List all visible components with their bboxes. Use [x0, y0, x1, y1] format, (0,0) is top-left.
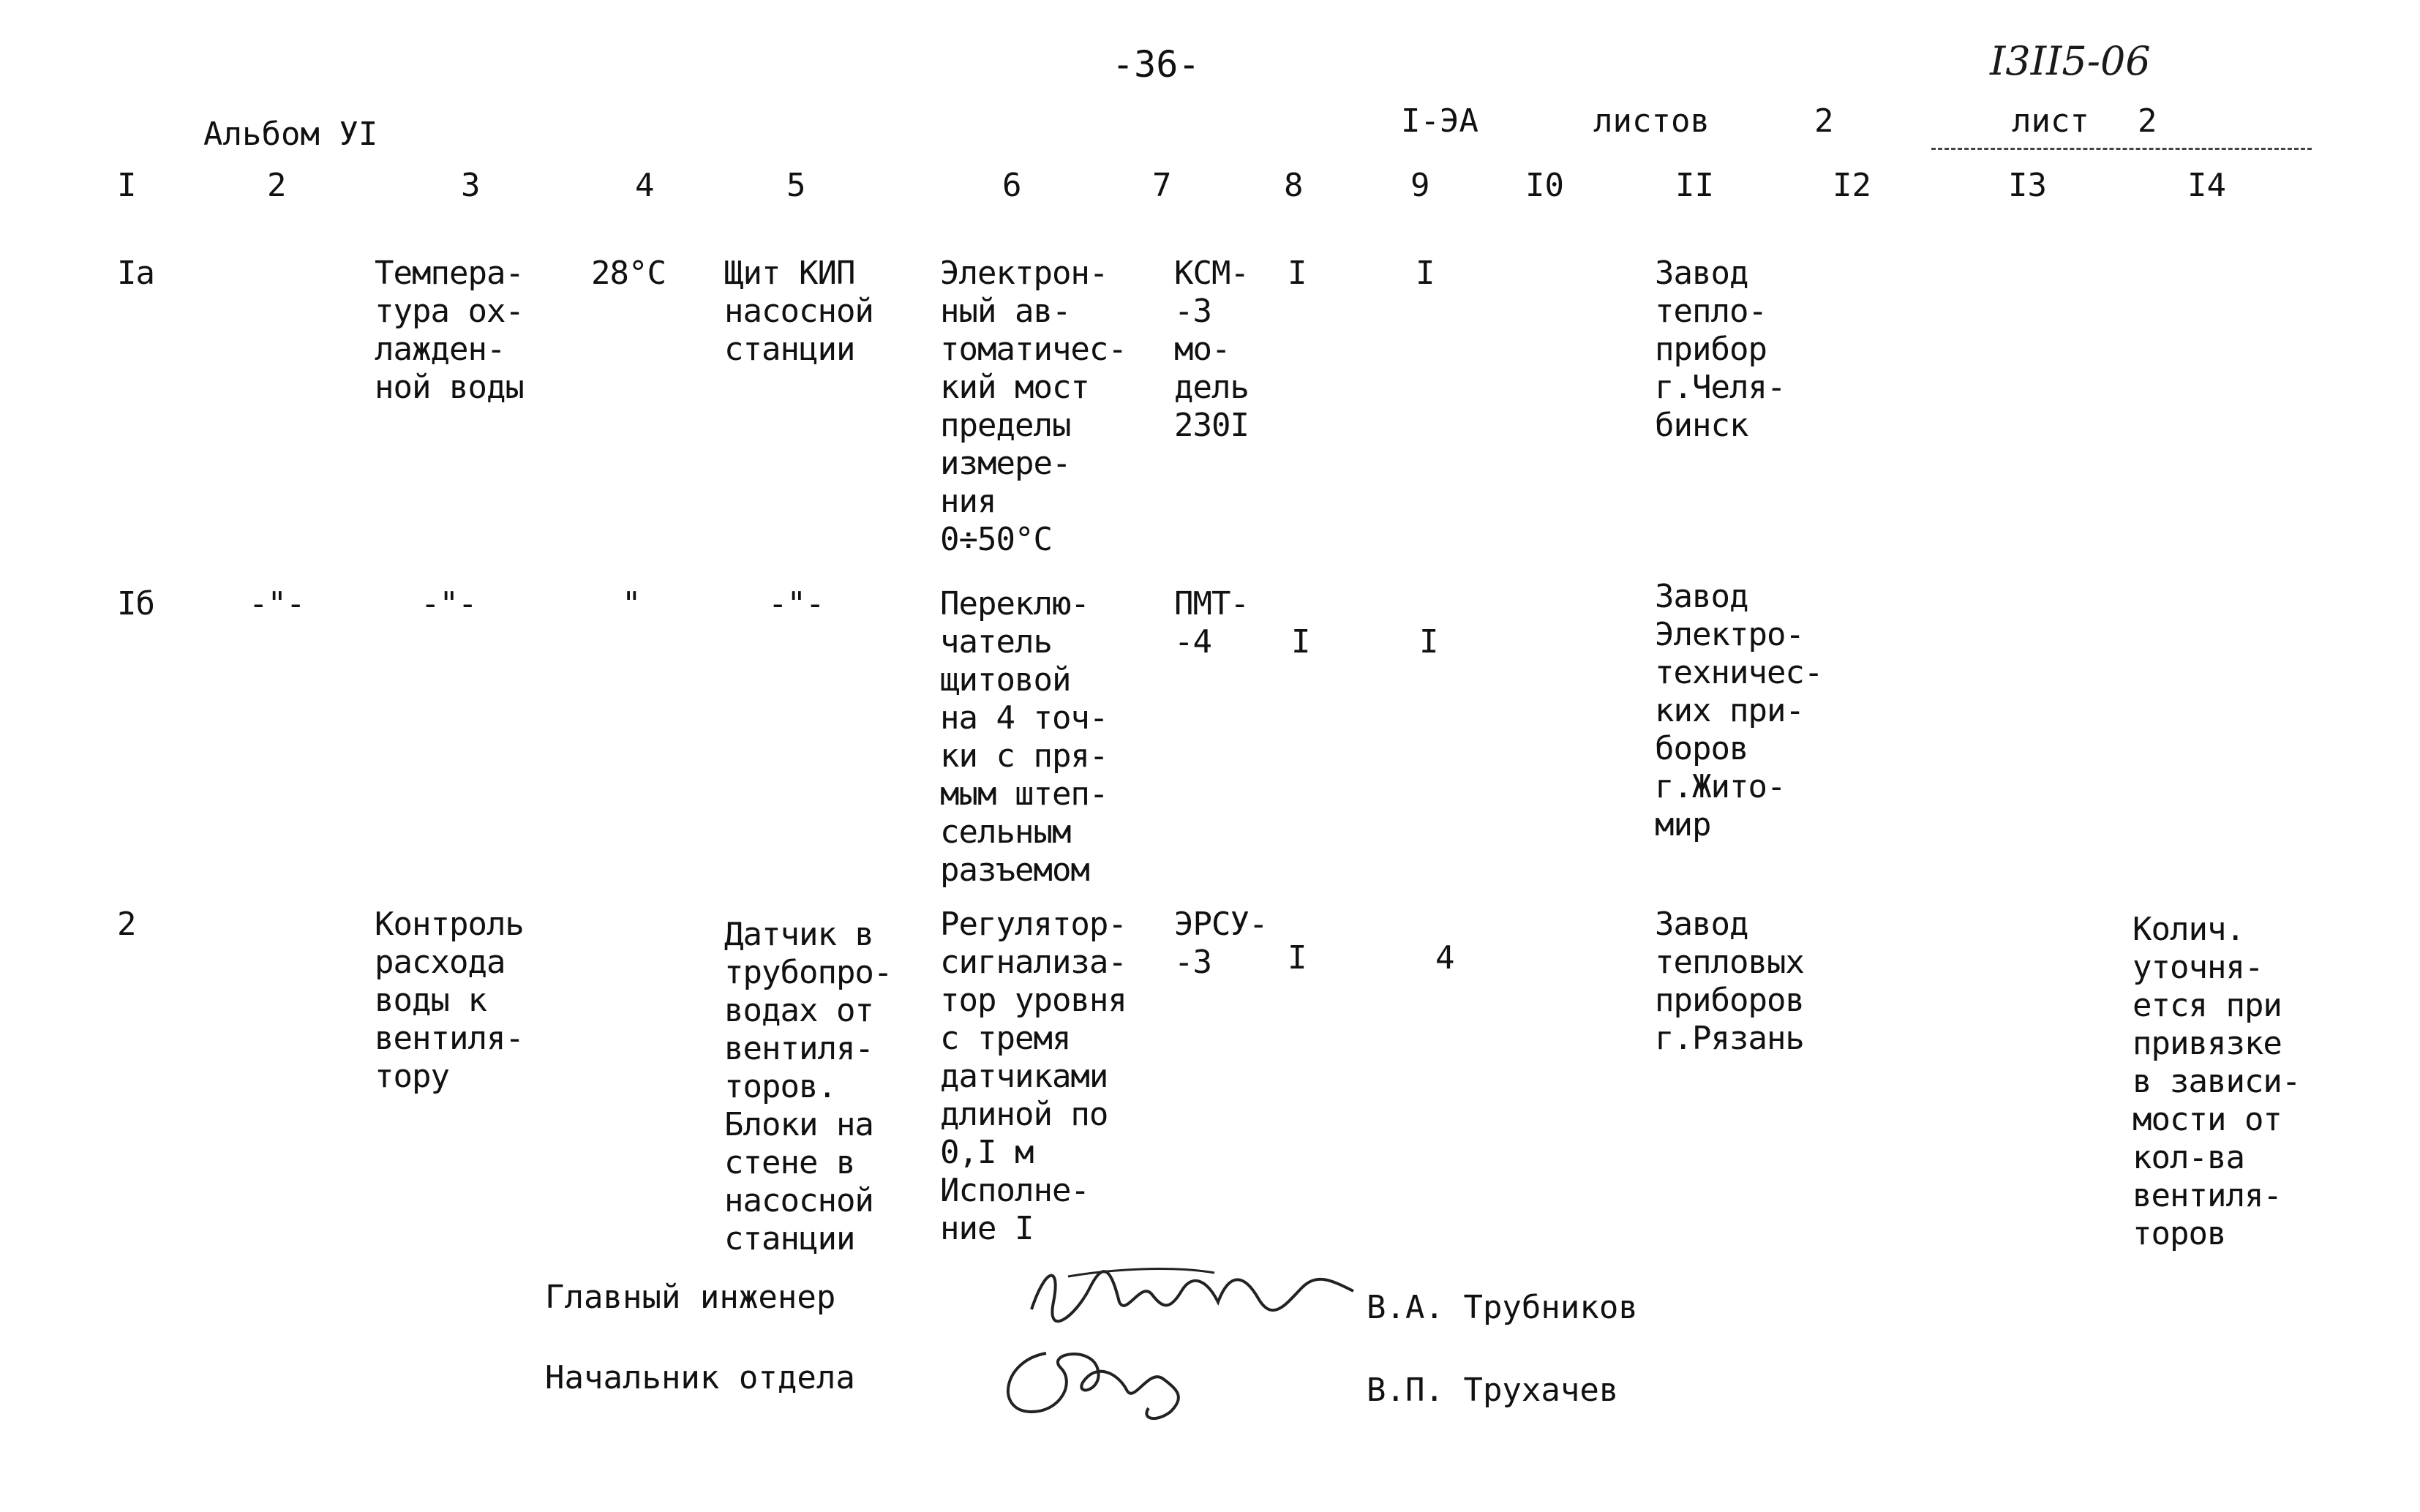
document-code: I-ЭА	[1401, 102, 1478, 140]
handwritten-signature-1	[1024, 1258, 1368, 1324]
manufacturer-cell: Завод тепло- прибор г.Челя- бинск	[1655, 255, 1786, 444]
signature-title: Главный инженер	[545, 1279, 836, 1316]
handwritten-signature-2	[995, 1339, 1214, 1426]
column-header-14: I4	[2187, 167, 2226, 204]
qty-total-cell: I	[1416, 255, 1435, 292]
qty-cell: I	[1288, 255, 1307, 292]
column-header-10: I0	[1525, 167, 1564, 204]
row-id: Iа	[117, 255, 154, 292]
sheets-label: листов	[1593, 102, 1710, 140]
qty-total-cell: 4	[1435, 939, 1454, 977]
sheets-value: 2	[1814, 102, 1834, 140]
album-label: Альбом УI	[203, 116, 378, 153]
manufacturer-cell: Завод тепловых приборов г.Рязань	[1655, 906, 1804, 1057]
manufacturer-cell: Завод Электро- техничес- ких при- боров г.Жито- мир	[1655, 578, 1823, 843]
device-cell: Регулятор- сигнализа- тор уровня с тремя датчиками длиной по 0,I м Исполне- ние I	[940, 906, 1127, 1247]
column-header-6: 6	[1002, 167, 1022, 204]
qty-cell: I	[1288, 939, 1307, 977]
signature-title: Начальник отдела	[545, 1359, 855, 1396]
row-id: Iб	[117, 585, 154, 623]
qty-cell: I	[1291, 623, 1310, 661]
sheet-underline	[1931, 148, 2312, 150]
device-cell: Переклю- чатель щитовой на 4 точ- ки с пря- мым штеп- сельным разъемом	[940, 585, 1108, 889]
column-header-4: 4	[635, 167, 655, 204]
column-header-5: 5	[786, 167, 806, 204]
location-cell: Щит КИП насосной станции	[724, 255, 873, 368]
ditto-cell: "	[622, 585, 641, 623]
column-header-12: I2	[1833, 167, 1871, 204]
column-header-1: I	[117, 167, 137, 204]
ditto-cell: -"-	[768, 585, 824, 623]
column-header-2: 2	[267, 167, 287, 204]
column-header-11: II	[1675, 167, 1714, 204]
column-header-8: 8	[1284, 167, 1304, 204]
page-number: -36-	[1112, 43, 1200, 86]
note-cell: Колич. уточня- ется при привязке в зависи- мости от кол-ва вентиля- торов	[2132, 911, 2301, 1252]
signature-name: В.П. Трухачев	[1367, 1372, 1619, 1409]
column-header-7: 7	[1152, 167, 1172, 204]
column-header-13: I3	[2008, 167, 2047, 204]
column-header-9: 9	[1410, 167, 1430, 204]
document-number: I3II5-06	[1990, 38, 2151, 84]
location-cell: Датчик в трубопро- водах от вентиля- торов. Блоки на стене в насосной станции	[724, 916, 893, 1257]
model-cell: ПМТ- -4	[1174, 585, 1249, 661]
parameter-cell: Контроль расхода воды к вентиля- тору	[375, 906, 524, 1095]
device-cell: Электрон- ный ав- томатичес- кий мост пределы измере- ния 0÷50°C	[940, 255, 1127, 558]
model-cell: ЭРСУ- -3	[1174, 906, 1268, 981]
value-cell: 28°C	[591, 255, 666, 292]
signature-name: В.А. Трубников	[1367, 1289, 1638, 1326]
sheet-label: лист	[2012, 102, 2089, 140]
parameter-cell: Темпера- тура ох- лажден- ной воды	[375, 255, 524, 406]
sheet-value: 2	[2138, 102, 2157, 140]
ditto-cell: -"-	[249, 585, 305, 623]
ditto-cell: -"-	[421, 585, 477, 623]
column-header-3: 3	[461, 167, 481, 204]
row-id: 2	[117, 906, 136, 943]
qty-total-cell: I	[1419, 623, 1438, 661]
model-cell: КСМ- -3 мо- дель 230I	[1174, 255, 1249, 444]
